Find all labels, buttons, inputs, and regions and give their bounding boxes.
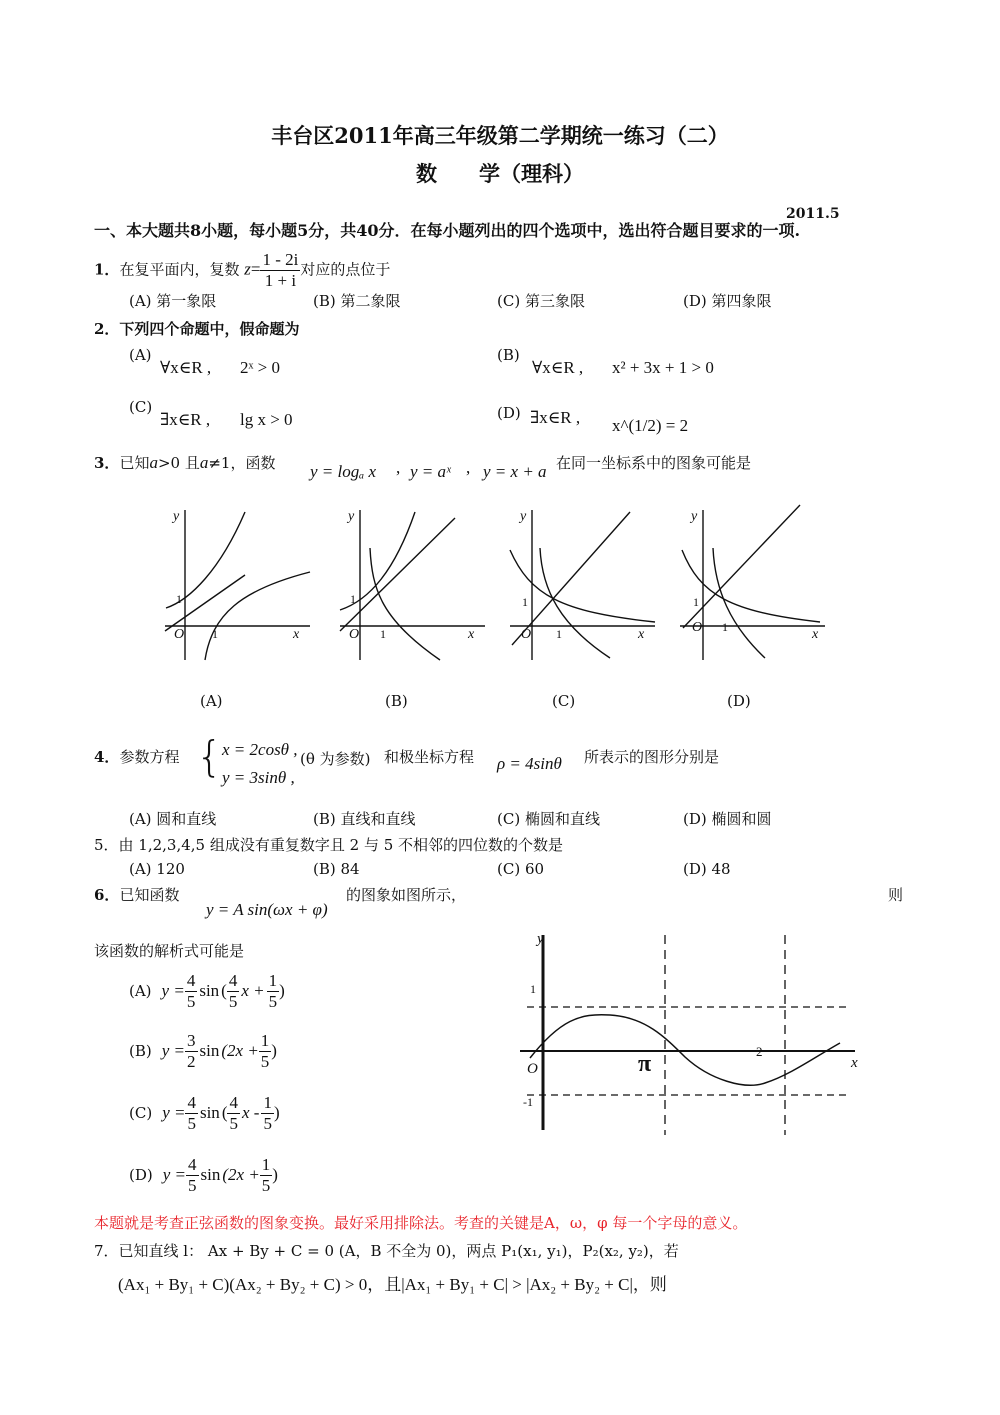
phase-fraction <box>267 971 280 1012</box>
option-c: (C) 椭圆和直线 <box>497 810 600 828</box>
axis-label-x: x <box>468 627 475 642</box>
separator: , <box>466 458 471 477</box>
fraction-denominator: 5 <box>261 1175 271 1195</box>
option-d: (D) 第四象限 <box>683 292 772 310</box>
math-var: a <box>149 453 158 472</box>
question-text: 已知 <box>119 454 150 472</box>
question-3 <box>94 452 275 473</box>
fraction-denominator: 5 <box>260 1051 270 1071</box>
tick-label: 1 <box>556 627 562 641</box>
option-b: (B) 第二象限 <box>313 292 401 310</box>
math-term: x + <box>241 981 265 1000</box>
question-text: 已知函数 <box>119 886 180 904</box>
option-label: (B) <box>497 346 520 364</box>
option-label: (B) <box>129 1042 152 1060</box>
page-title: 丰台区2011年高三年级第二学期统一练习（二） <box>271 123 729 148</box>
paren: ) <box>279 981 285 1000</box>
teacher-note: 本题就是考查正弦函数的图象变换。最好采用排除法。考查的关键是A，ω，φ 每一个字母的意义。 <box>94 1214 748 1232</box>
amplitude-fraction <box>185 971 198 1012</box>
quantifier: ∀x∈R , <box>160 358 212 377</box>
line-graph <box>683 505 800 628</box>
fraction-numerator: 4 <box>187 1092 196 1112</box>
origin-label: O <box>349 627 360 642</box>
question-2: 2．下列四个命题中，假命题为 <box>94 320 300 338</box>
function-3: y = x + a <box>483 462 547 481</box>
fraction-numerator: 4 <box>228 970 238 990</box>
quantifier: ∀x∈R , <box>532 358 584 377</box>
tick-label: 1 <box>522 595 528 609</box>
phase-fraction <box>261 1093 274 1134</box>
fraction-denominator: 5 <box>187 1113 196 1133</box>
option-a: (A) 120 <box>129 860 185 878</box>
question-4 <box>94 746 179 767</box>
question-text: 在同一坐标系中的图象可能是 <box>556 454 752 472</box>
log-graph <box>713 548 765 658</box>
math-eq: = <box>250 259 261 279</box>
question-text: ≠1，函数 <box>208 454 276 472</box>
graph-d <box>680 505 825 660</box>
question-1 <box>94 250 390 291</box>
function-expr: y = A sin(ωx + φ) <box>206 900 328 919</box>
complex-fraction <box>260 250 300 291</box>
amplitude-fraction <box>185 1093 198 1134</box>
phase-fraction <box>260 1155 273 1196</box>
question-number: 3． <box>94 454 120 472</box>
option-b: (B) 直线和直线 <box>313 810 416 828</box>
fraction-denominator: 5 <box>186 991 196 1011</box>
fraction-denominator: 5 <box>268 991 278 1011</box>
axis-label-y: y <box>173 509 180 524</box>
paren: ) <box>273 1103 280 1122</box>
fraction-numerator: 1 <box>261 1154 271 1174</box>
tick-label-two: 2 <box>756 1044 763 1059</box>
tick-label-neg-one: -1 <box>523 1095 533 1109</box>
option-b: (B) 84 <box>313 860 360 878</box>
omega-fraction <box>227 1093 240 1134</box>
option-label: (A) <box>129 982 152 1000</box>
question-text: 和极坐标方程 <box>384 748 475 766</box>
function-1: y = logₐ x <box>310 462 377 481</box>
math-expr: lg x > 0 <box>240 410 293 429</box>
amplitude-fraction <box>186 1155 199 1196</box>
section-heading: 一、本大题共8小题，每小题5分，共40分．在每小题列出的四个选项中，选出符合题目要求的一项. <box>94 221 801 240</box>
option-label: (D) <box>129 1166 153 1184</box>
param-line-1: x = 2cosθ , <box>222 740 298 759</box>
brace: { <box>196 732 223 781</box>
axis-label-x: x <box>812 627 819 642</box>
question-number: 1． <box>94 260 120 279</box>
question-text: 对应的点位于 <box>300 260 391 279</box>
fraction-denominator: 5 <box>229 1113 238 1133</box>
tick-label: 1 <box>693 595 699 609</box>
paren: ) <box>272 1165 278 1184</box>
graph-b <box>340 510 485 660</box>
tick-label-one: 1 <box>530 982 536 996</box>
graph-label-d: (D) <box>727 692 751 710</box>
option-a: (A) 第一象限 <box>129 292 217 310</box>
exam-date: 2011.5 <box>786 206 840 222</box>
graph-label-a: (A) <box>200 692 223 710</box>
origin-label: O <box>521 627 532 642</box>
math-var: a <box>199 453 209 472</box>
graph-label-c: (C) <box>552 692 576 710</box>
origin-label: O <box>692 620 703 635</box>
option-label: (C) <box>129 398 153 416</box>
math-expr: x² + 3x + 1 > 0 <box>612 358 714 377</box>
fraction-numerator: 4 <box>229 1092 238 1112</box>
fraction-numerator: 1 <box>268 970 278 990</box>
paren: ( <box>221 1103 228 1122</box>
fraction-numerator: 1 - 2i <box>262 250 299 269</box>
math-term: (2x + <box>222 1165 260 1184</box>
math-expr: 2ˣ > 0 <box>240 358 281 377</box>
axis-label-x: x <box>638 627 645 642</box>
graph-a <box>165 510 310 660</box>
graph-c <box>510 510 655 660</box>
tick-label: 1 <box>176 592 182 606</box>
axis-label-y: y <box>348 509 355 524</box>
option-d: (D) 椭圆和圆 <box>683 810 772 828</box>
option-label: (D) <box>497 404 521 422</box>
tick-label: 1 <box>380 627 386 641</box>
tick-label: 1 <box>722 620 728 634</box>
q6-option-b: (B) y = $\frac{3}{2}$ sin (2x + $\frac{1}{5}$ ) <box>129 1030 277 1071</box>
fraction-numerator: 1 <box>260 1030 270 1050</box>
tick-label-pi: π <box>638 1051 652 1077</box>
log-graph <box>370 548 440 660</box>
math-expr: x^(1/2) = 2 <box>612 416 689 435</box>
polar-equation: ρ = 4sinθ <box>497 754 562 773</box>
fraction-numerator: 4 <box>188 1154 197 1174</box>
question-number: 4． <box>94 748 120 766</box>
question-text: 在复平面内，复数 <box>119 260 240 279</box>
option-label: (C) <box>129 1104 153 1122</box>
question-5: 5．由 1,2,3,4,5 组成没有重复数字且 2 与 5 不相邻的四位数的个数是 <box>94 836 564 854</box>
question-text: 所表示的图形分别是 <box>584 748 720 766</box>
question-text: >0 且 <box>157 454 200 472</box>
question-text: 该函数的解析式可能是 <box>94 942 245 960</box>
paren: ( <box>221 981 227 1000</box>
function-2: y = aˣ <box>410 462 451 481</box>
line-graph <box>340 518 455 631</box>
axis-label-y: y <box>537 931 544 947</box>
sine-curve <box>530 1015 840 1086</box>
question-number: 6． <box>94 886 120 904</box>
question-text: 的图象如图所示， <box>346 886 467 904</box>
quantifier: ∃x∈R , <box>530 408 581 427</box>
q6-option-d: (D) y = $\frac{4}{5}$ sin (2x + $\frac{1}{5}$ ) <box>129 1154 278 1195</box>
math-var: z <box>244 259 251 279</box>
axis-label-y: y <box>520 509 527 524</box>
math-term: x - <box>241 1103 260 1122</box>
option-c: (C) 60 <box>497 860 545 878</box>
fraction-numerator: 4 <box>186 970 196 990</box>
function-graphs <box>150 500 850 670</box>
option-d: (D) 48 <box>683 860 731 878</box>
amplitude-fraction <box>185 1031 198 1072</box>
question-7-line-2: (Ax₁ + By₁ + C)(Ax₂ + By₂ + C) > 0，且|Ax₁ + By₁ + C| > |Ax₂ + By₂ + C|，则 <box>118 1275 667 1294</box>
question-6 <box>94 884 179 905</box>
axis-label-x: x <box>293 627 300 642</box>
sine-graph <box>515 925 865 1140</box>
axis-label-x: x <box>851 1055 858 1071</box>
fraction-denominator: 5 <box>263 1113 272 1133</box>
question-7-line-1: 7．已知直线 l： Ax + By + C = 0 (A，B 不全为 0)，两点 P₁(x₁, y₁)，P₂(x₂, y₂)，若 <box>94 1242 679 1260</box>
paren: ) <box>271 1041 277 1060</box>
quantifier: ∃x∈R , <box>160 410 211 429</box>
fraction-denominator: 5 <box>188 1175 197 1195</box>
page-subtitle: 数 学（理科） <box>416 161 584 186</box>
log-graph <box>540 548 610 658</box>
fraction-denominator: 2 <box>187 1051 196 1071</box>
param-line-2: y = 3sinθ , <box>222 768 295 787</box>
omega-fraction <box>227 971 240 1012</box>
graph-label-b: (B) <box>385 692 408 710</box>
fraction-numerator: 3 <box>187 1030 196 1050</box>
tick-label: 1 <box>350 592 356 606</box>
q6-option-a: (A) y = $\frac{4}{5}$ sin ( $\frac{4}{5}$ x + $\frac{1}{5}$ ) <box>129 970 285 1011</box>
math-term: (2x + <box>221 1041 259 1060</box>
param-note: (θ 为参数) <box>300 750 371 768</box>
question-text: 则 <box>888 886 904 904</box>
origin-label: O <box>174 627 185 642</box>
tick-label: 1 <box>212 627 218 641</box>
q6-option-c: (C) y = $\frac{4}{5}$ sin ( $\frac{4}{5}$ x - $\frac{1}{5}$ ) <box>129 1092 280 1133</box>
origin-label: O <box>527 1061 538 1077</box>
separator: , <box>396 458 401 477</box>
fraction-denominator: 5 <box>228 991 238 1011</box>
option-label: (A) <box>129 346 152 364</box>
question-text: 参数方程 <box>119 748 180 766</box>
option-c: (C) 第三象限 <box>497 292 585 310</box>
option-a: (A) 圆和直线 <box>129 810 217 828</box>
fraction-denominator: 1 + i <box>264 271 297 290</box>
fraction-numerator: 1 <box>263 1092 272 1112</box>
axis-label-y: y <box>691 509 698 524</box>
phase-fraction <box>259 1031 272 1072</box>
log-graph <box>205 572 310 660</box>
